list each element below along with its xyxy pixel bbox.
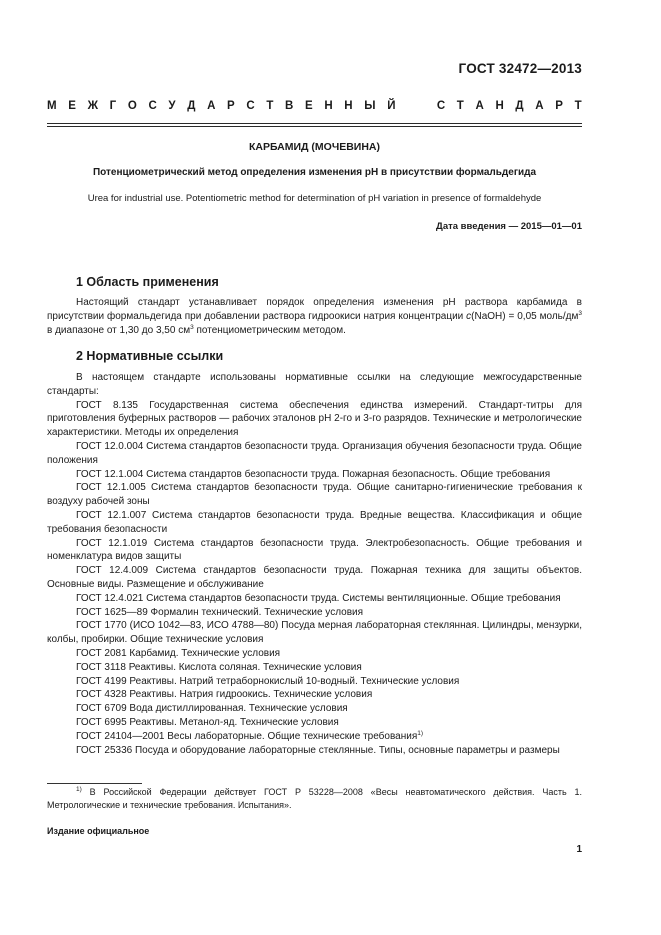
references-list [47, 371, 582, 757]
heading-letter: А [475, 100, 484, 112]
reference-item: ГОСТ 1625—89 Формалин технический. Технические условия [76, 606, 364, 618]
reference-item: ГОСТ 24104—2001 Весы лабораторные. Общие технические требования$^{1)}$ [76, 729, 424, 742]
edition-label: Издание официальное [47, 826, 150, 836]
document-title: КАРБАМИД (МОЧЕВИНА) [249, 141, 380, 153]
heading-letter: Н [324, 100, 333, 112]
reference-item: ГОСТ 12.1.019 Система стандартов безопасности труда. Электробезопасность. Общие требования и номенклатура видов защиты [47, 537, 582, 563]
reference-item: ГОСТ 6709 Вода дистиллированная. Технические условия [76, 703, 348, 715]
heading-letter: У [168, 100, 176, 112]
references-intro: В настоящем стандарте использованы нормативные ссылки на следующие межгосударственные стандарты: [47, 372, 582, 397]
heading-letter: С [436, 100, 446, 112]
reference-item: ГОСТ 12.1.005 Система стандартов безопасности труда. Общие санитарно-гигиенические требования к воздуху рабочей зоны [47, 482, 582, 508]
english-title: Urea for industrial use. Potentiometric method for determination of pH variation in presence of formaldehyde [87, 193, 542, 204]
heading-letter: Е [305, 100, 313, 112]
heading-letter: Ж [87, 100, 98, 112]
heading-letter: В [285, 100, 294, 112]
doc-number: ГОСТ 32472—2013 [458, 61, 582, 76]
scope-paragraph: Настоящий стандарт устанавливает порядок определения изменения pH раствора карбамида в присутствии формальдегида при добавлении раствора гидроокиси натрия концентрации c(NaOH) = 0,05 моль/$дм^3$ в диапазоне от 1,30 до 3,50 $см^3$ потенциометрическим методом. [47, 297, 582, 336]
heading-letter: Й [387, 100, 396, 112]
page-number: 1 [576, 844, 582, 855]
reference-item: ГОСТ 4199 Реактивы. Натрий тетраборнокислый 10-водный. Технические условия [76, 675, 460, 687]
header-rule-top [47, 123, 582, 124]
heading-letter: А [535, 100, 544, 112]
reference-item: ГОСТ 8.135 Государственная система обеспечения единства измерений. Стандарт-титры для приготовления буферных растворов — рабочих эталонов pH 2-го и 3-го разрядов. Технические и метрологические характеристики. Методы их определения [47, 399, 582, 439]
heading-letter: Н [495, 100, 504, 112]
standard-type-heading [47, 99, 582, 113]
heading-letter: Т [266, 100, 274, 112]
document-subtitle: Потенциометрический метод определения изменения pH в присутствии формальдегида [92, 167, 537, 178]
reference-item: ГОСТ 6995 Реактивы. Метанол-яд. Технические условия [76, 716, 339, 728]
section-heading-references: 2 Нормативные ссылки [76, 349, 224, 363]
heading-letter: Ы [364, 100, 376, 112]
heading-letter: Р [555, 100, 563, 112]
reference-item: ГОСТ 2081 Карбамид. Технические условия [76, 647, 281, 659]
heading-letter: Т [574, 100, 582, 112]
reference-item: ГОСТ 12.1.007 Система стандартов безопасности труда. Вредные вещества. Классификация и общие требования безопасности [47, 509, 582, 535]
heading-word-gap [422, 99, 425, 113]
reference-item: ГОСТ 25336 Посуда и оборудование лабораторные стеклянные. Типы, основные параметры и размеры [76, 744, 560, 756]
heading-letter: А [207, 100, 216, 112]
heading-letter: О [127, 100, 137, 112]
reference-item: ГОСТ 3118 Реактивы. Кислота соляная. Технические условия [76, 661, 362, 673]
footnote: $^{1)}$ В Российской Федерации действует ГОСТ Р 53228—2008 «Весы неавтоматического действия. Часть 1. Метрологические и технические требования. Испытания». [47, 786, 582, 810]
reference-item: ГОСТ 4328 Реактивы. Натрия гидроокись. Технические условия [76, 689, 373, 701]
footnote-separator [47, 783, 142, 784]
reference-item: ГОСТ 12.1.004 Система стандартов безопасности труда. Пожарная безопасность. Общие требования [76, 468, 551, 480]
heading-letter: Д [515, 100, 524, 112]
heading-letter: Г [109, 100, 117, 112]
introduction-date: Дата введения — 2015—01—01 [436, 221, 582, 232]
heading-letter: Т [456, 100, 464, 112]
heading-letter: Р [227, 100, 235, 112]
section-heading-scope: 1 Область применения [76, 275, 219, 289]
reference-item: ГОСТ 12.0.004 Система стандартов безопасности труда. Организация обучения безопасности труда. Общие положения [47, 440, 582, 466]
heading-letter: С [246, 100, 255, 112]
heading-letter: Д [187, 100, 196, 112]
header-rule-bottom [47, 126, 582, 127]
reference-item: ГОСТ 1770 (ИСО 1042—83, ИСО 4788—80) Посуда мерная лабораторная стеклянная. Цилиндры, мензурки, колбы, пробирки. Общие технические условия [47, 620, 582, 646]
reference-item: ГОСТ 12.4.021 Система стандартов безопасности труда. Системы вентиляционные. Общие требования [76, 592, 561, 604]
heading-letter: М [47, 100, 57, 112]
heading-word-gap [407, 99, 410, 113]
heading-letter: Е [68, 100, 76, 112]
heading-letter: С [148, 100, 157, 112]
heading-letter: Н [344, 100, 353, 112]
reference-item: ГОСТ 12.4.009 Система стандартов безопасности труда. Пожарная техника для защиты объектов. Основные виды. Размещение и обслуживание [47, 565, 582, 590]
